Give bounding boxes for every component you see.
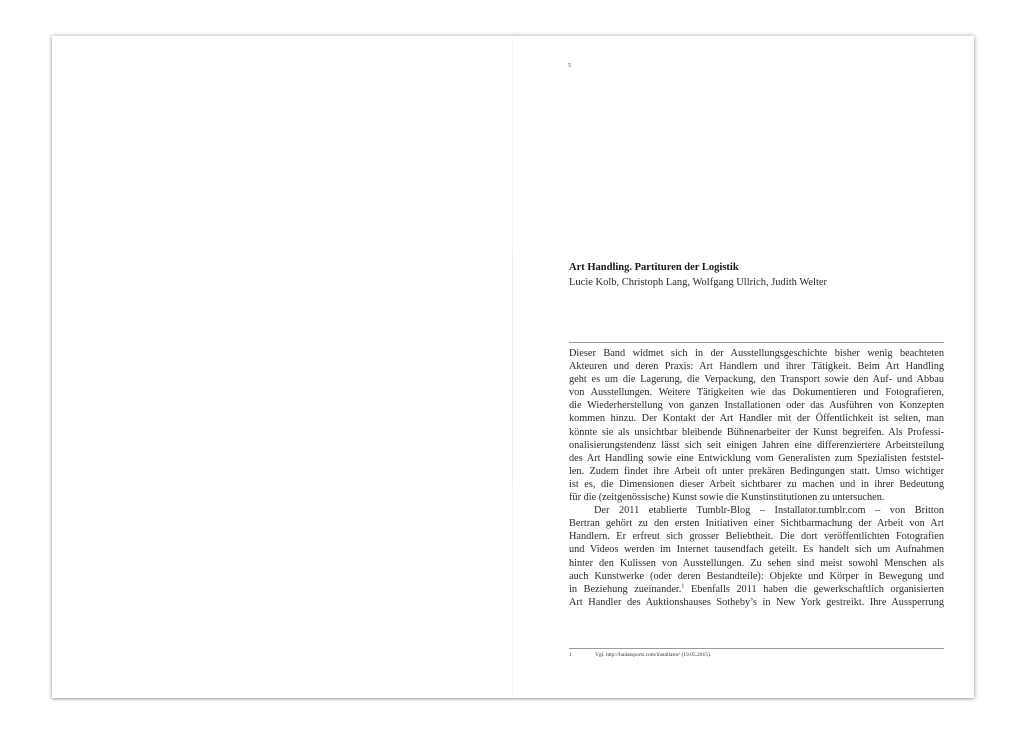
text-line: Akteuren und deren Praxis: Art Handlern und ihrer Tätigkeit. Beim Art Handling bbox=[569, 361, 944, 373]
text-line: und Videos werden im Internet tausendfach geteilt. Es handelt sich um Aufnahmen bbox=[569, 544, 944, 556]
text-line: len. Zudem findet ihre Arbeit oft unter prekären Bedingungen statt. Umso wichtiger bbox=[569, 465, 944, 477]
text-line: auch Kunstwerke (oder deren Bestandteile): Objekte und Körper in Bewegung und bbox=[569, 570, 944, 582]
text-line: des Art Handling sowie eine Entwicklung vom Generalisten zum Spezialisten feststel- bbox=[569, 452, 944, 464]
body-text bbox=[569, 347, 944, 609]
footnote-reference[interactable]: 1 bbox=[681, 583, 685, 590]
paragraph-2 bbox=[569, 504, 944, 609]
article-heading bbox=[569, 260, 827, 290]
text-line: von Ausstellungen. Weitere Tätigkeiten wie das Dokumentieren und Fotografieren, bbox=[569, 387, 944, 399]
text-line: hinter den Kulissen von Ausstellungen. Zu sehen sind meist sowohl Menschen als bbox=[569, 557, 944, 569]
text-line: Der 2011 etablierte Tumblr-Blog – Installator.tumblr.com – von Britton bbox=[594, 505, 944, 517]
text-line-with-footnote bbox=[569, 583, 944, 596]
text-line: Dieser Band widmet sich in der Ausstellungsgeschichte bisher wenig beachteten bbox=[569, 348, 944, 359]
text-line: die Wiederherstellung von ganzen Installationen oder das Ausführen von Konzepten bbox=[569, 400, 944, 412]
text-segment: in Beziehung zueinander. bbox=[569, 583, 682, 595]
text-line: Art Handler des Auktionshauses Sotheby’s in New York gestreikt. Ihre Aussperrung bbox=[569, 596, 944, 608]
text-line: kommen hinzu. Der Kontakt der Art Handler mit der Öffentlichkeit ist selten, man bbox=[569, 413, 944, 425]
book-spread bbox=[52, 36, 974, 698]
footnote bbox=[569, 652, 711, 658]
text-line: Bertran gehört zu den ersten Initiativen einer Sichtbarmachung der Arbeit von Art bbox=[569, 518, 944, 530]
paragraph-1 bbox=[569, 347, 944, 504]
article-authors: Lucie Kolb, Christoph Lang, Wolfgang Ullrich, Judith Welter bbox=[569, 277, 828, 288]
text-line: onalisierungstendenz lässt sich seit einigen Jahren eine differenziertere Arbeitsteilung bbox=[569, 439, 944, 451]
article-title: Art Handling. Partituren der Logistik bbox=[569, 262, 739, 273]
text-line: könnte sie als unsichtbar bleibende Bühnenarbeiter der Kunst begreifen. Als Professi- bbox=[569, 426, 944, 438]
footnote-text: Vgl. http://badatsports.com/installator/ (19.05.2015). bbox=[595, 652, 712, 658]
page-number: 5 bbox=[568, 63, 571, 69]
text-line: Handlern. Er erfreut sich grosser Beliebtheit. Die dort veröffentlichten Fotografien bbox=[569, 531, 944, 543]
text-segment: Ebenfalls 2011 haben die gewerkschaftlich organisierten bbox=[684, 583, 944, 595]
top-divider bbox=[569, 342, 944, 343]
footnote-number: 1 bbox=[569, 652, 572, 658]
page-gutter bbox=[512, 36, 513, 698]
text-line: geht es um die Lagerung, die Verpackung, den Transport sowie den Auf- und Abbau bbox=[569, 374, 944, 386]
text-line: ist es, die Dimensionen dieser Arbeit sichtbarer zu machen und in ihrer Bedeutung bbox=[569, 478, 944, 490]
text-line: für die (zeitgenössische) Kunst sowie die Kunstinstitutionen zu untersuchen. bbox=[569, 492, 885, 504]
footnote-divider bbox=[569, 648, 944, 649]
